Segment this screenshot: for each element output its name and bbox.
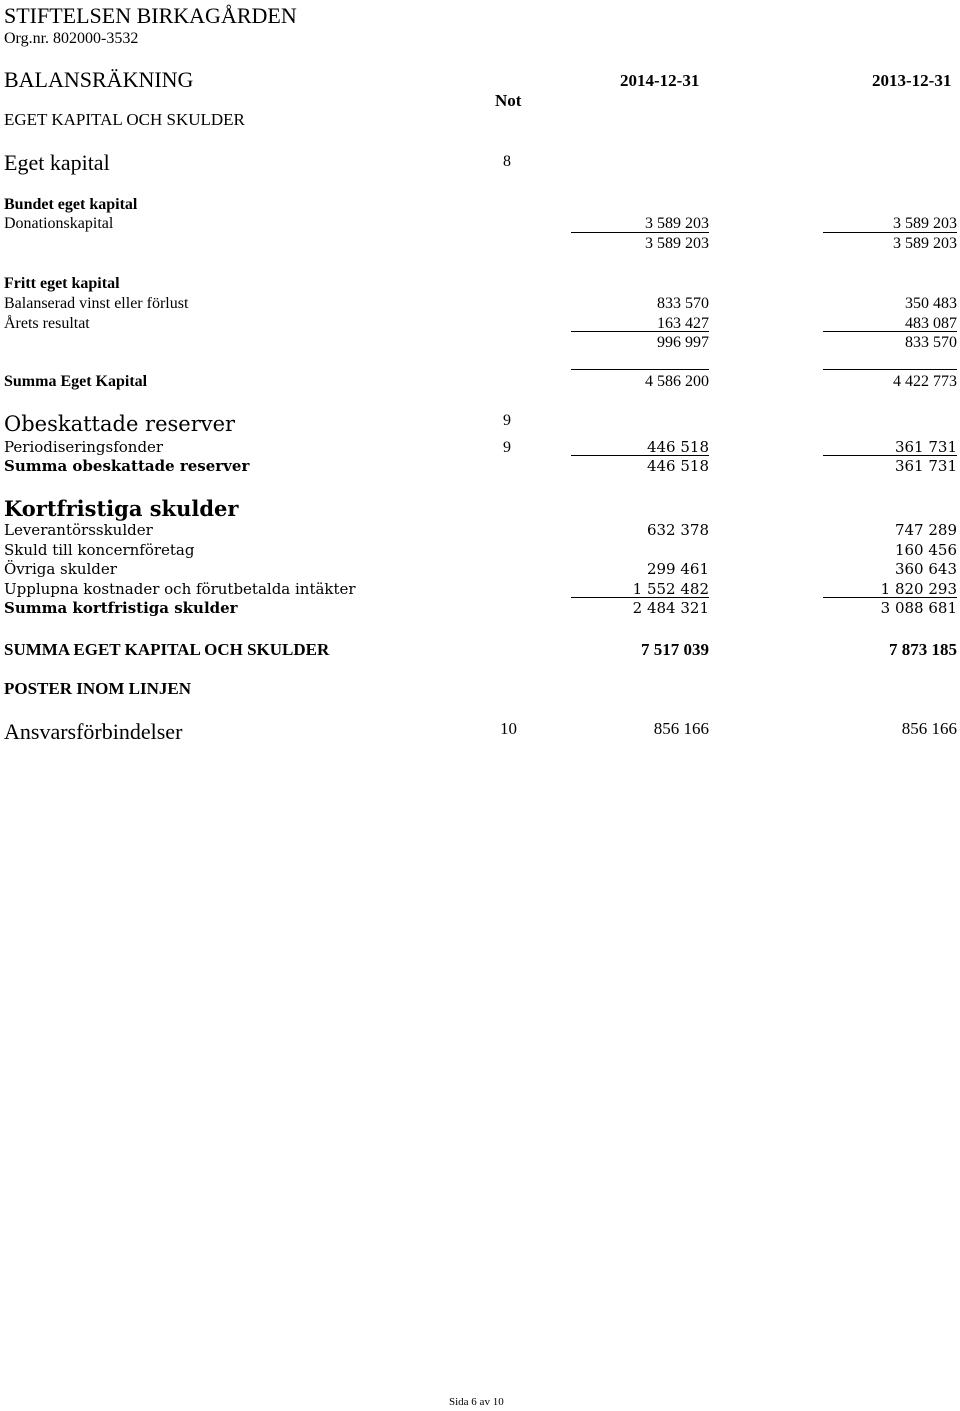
ansvar-previous: 856 166 bbox=[901, 719, 957, 738]
summa-label: Summa Eget Kapital bbox=[4, 373, 148, 390]
section-heading-obeskattade: Obeskattade reserver bbox=[4, 412, 236, 436]
subheading-fritt: Fritt eget kapital bbox=[4, 275, 120, 292]
sum-underline bbox=[823, 232, 957, 233]
row-label-koncernforetag: Skuld till koncernföretag bbox=[4, 541, 195, 559]
summa-previous: 4 422 773 bbox=[893, 373, 957, 390]
row-value-current: 1 552 482 bbox=[632, 580, 709, 598]
row-value-current: 632 378 bbox=[646, 521, 709, 539]
subtotal-current: 3 589 203 bbox=[645, 235, 709, 252]
sum-underline bbox=[571, 232, 709, 233]
summa-label: Summa obeskattade reserver bbox=[4, 457, 250, 475]
row-value-current: 299 461 bbox=[646, 560, 709, 578]
sum-underline bbox=[571, 455, 709, 456]
row-value-previous: 360 643 bbox=[894, 560, 957, 578]
row-value-previous: 483 087 bbox=[905, 315, 957, 332]
row-value-current: 3 589 203 bbox=[645, 215, 709, 232]
row-value-previous: 747 289 bbox=[894, 521, 957, 539]
poster-heading: POSTER INOM LINJEN bbox=[4, 679, 192, 698]
subtotal-current: 996 997 bbox=[657, 334, 709, 351]
row-value-previous: 361 731 bbox=[894, 438, 957, 456]
row-label-balanserad: Balanserad vinst eller förlust bbox=[4, 295, 189, 312]
note-reference: 9 bbox=[503, 439, 511, 456]
note-column-header: Not bbox=[495, 91, 522, 110]
row-value-previous: 1 820 293 bbox=[880, 580, 957, 598]
sum-underline bbox=[571, 369, 709, 370]
sum-underline bbox=[823, 369, 957, 370]
row-label-upplupna: Upplupna kostnader och förutbetalda intäkter bbox=[4, 580, 356, 598]
summa-current: 2 484 321 bbox=[632, 599, 709, 617]
report-subtitle: EGET KAPITAL OCH SKULDER bbox=[4, 110, 245, 129]
row-value-previous: 350 483 bbox=[905, 295, 957, 312]
section-heading-eget-kapital: Eget kapital bbox=[4, 150, 110, 175]
row-value-previous: 160 456 bbox=[894, 541, 957, 559]
row-value-current: 446 518 bbox=[646, 438, 709, 456]
row-label-leverantorsskulder: Leverantörsskulder bbox=[4, 521, 153, 539]
note-reference: 10 bbox=[500, 719, 517, 738]
column-header-current: 2014-12-31 bbox=[620, 71, 700, 90]
sum-underline bbox=[823, 331, 957, 332]
summa-previous: 3 088 681 bbox=[880, 599, 957, 617]
org-name: STIFTELSEN BIRKAGÅRDEN bbox=[4, 3, 297, 28]
sum-underline bbox=[571, 331, 709, 332]
ansvar-label: Ansvarsförbindelser bbox=[4, 719, 183, 744]
row-label-periodiseringsfonder: Periodiseringsfonder bbox=[4, 438, 164, 456]
subtotal-previous: 3 589 203 bbox=[893, 235, 957, 252]
summa-current: 446 518 bbox=[646, 457, 709, 475]
total-previous: 7 873 185 bbox=[889, 640, 957, 659]
row-value-current: 163 427 bbox=[657, 315, 709, 332]
row-value-previous: 3 589 203 bbox=[893, 215, 957, 232]
note-reference: 9 bbox=[503, 412, 511, 429]
sum-underline bbox=[823, 455, 957, 456]
sum-underline bbox=[571, 597, 709, 598]
org-number: Org.nr. 802000-3532 bbox=[4, 30, 139, 47]
row-label-donationskapital: Donationskapital bbox=[4, 215, 114, 232]
column-header-previous: 2013-12-31 bbox=[872, 71, 952, 90]
page-number: Sida 6 av 10 bbox=[449, 1396, 504, 1408]
row-value-current: 833 570 bbox=[657, 295, 709, 312]
ansvar-current: 856 166 bbox=[653, 719, 709, 738]
row-label-ovriga: Övriga skulder bbox=[4, 560, 117, 578]
summa-current: 4 586 200 bbox=[645, 373, 709, 390]
total-current: 7 517 039 bbox=[641, 640, 709, 659]
section-heading-kortfristiga: Kortfristiga skulder bbox=[4, 496, 239, 521]
note-reference: 8 bbox=[503, 153, 511, 170]
subtotal-previous: 833 570 bbox=[905, 334, 957, 351]
sum-underline bbox=[823, 597, 957, 598]
total-label: SUMMA EGET KAPITAL OCH SKULDER bbox=[4, 640, 330, 659]
summa-previous: 361 731 bbox=[894, 457, 957, 475]
row-label-arets-resultat: Årets resultat bbox=[4, 315, 90, 332]
subheading-bundet: Bundet eget kapital bbox=[4, 196, 138, 213]
report-title: BALANSRÄKNING bbox=[4, 67, 194, 92]
summa-label: Summa kortfristiga skulder bbox=[4, 599, 238, 617]
